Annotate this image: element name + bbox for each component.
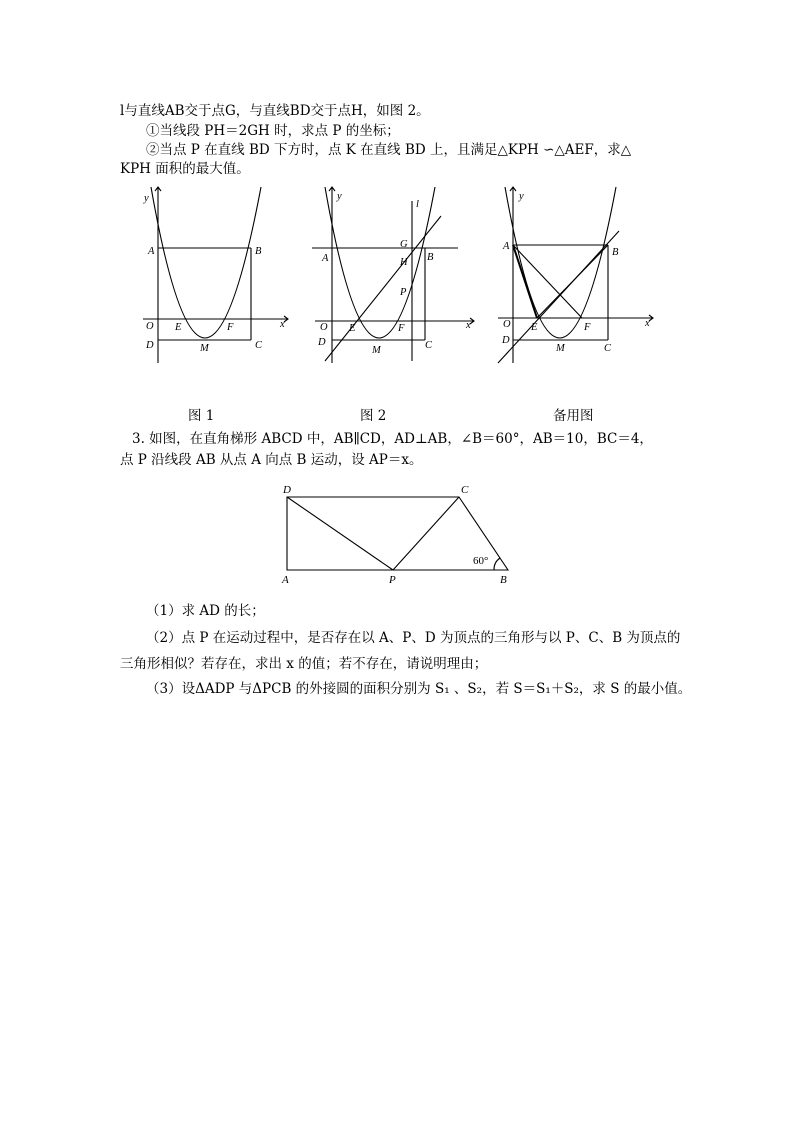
question-1: （1）求 AD 的长； [146,603,265,619]
caption-backup: 备用图 [553,408,594,424]
label-G: G [400,239,408,250]
label-P: P [389,574,396,586]
line-BD [325,216,441,361]
label-D: D [318,337,326,348]
label-F: F [584,322,591,333]
angle-arc-B [494,558,500,570]
label-y: y [144,193,149,204]
label-y: y [337,191,342,202]
problem3-line-1: 3. 如图，在直角梯形 ABCD 中，AB∥CD，AD⊥AB，∠B＝60°，AB＝10，BC＝4， [132,431,653,447]
label-C: C [461,484,469,496]
label-O: O [503,319,511,330]
angle-label-60: 60° [473,555,489,567]
label-B: B [427,252,434,263]
label-B: B [612,247,619,258]
parabola [505,187,616,338]
label-H: H [400,257,408,268]
question-3: （3）设ΔADP 与ΔPCB 的外接圆的面积分别为 S₁ 、S₂，若 S＝S₁＋S₂，求 S 的最小值。 [146,681,692,697]
problem-line-2: ①当线段 PH＝2GH 时，求点 P 的坐标； [146,123,400,139]
question-2-line-1: （2）点 P 在运动过程中，是否存在以 A、P、D 为顶点的三角形与以 P、C、B 为顶点的 [146,630,681,646]
label-M: M [372,345,381,356]
label-y: y [519,191,524,202]
label-E: E [349,323,356,334]
label-A: A [282,574,289,586]
problem3-line-2: 点 P 沿线段 AB 从点 A 向点 B 运动，设 AP＝x。 [120,452,423,468]
figure-1 [140,185,290,365]
label-P: P [400,287,407,298]
label-l: l [416,199,419,210]
label-D: D [146,340,154,351]
label-x: x [466,320,471,331]
label-B: B [500,574,507,586]
label-C: C [255,340,263,351]
problem-line-3: ②当点 P 在直线 BD 下方时，点 K 在直线 BD 上，且满足△KPH ∽△AEF，求△ [146,142,632,158]
label-F: F [227,322,234,333]
caption-figure-1: 图 1 [188,408,215,424]
label-x: x [280,319,285,330]
segment-AE [513,245,537,318]
label-D: D [283,484,291,496]
label-O: O [146,321,154,332]
segment-CP [393,497,459,570]
label-M: M [556,343,565,354]
problem-line-4: KPH 面积的最大值。 [120,161,250,177]
label-O: O [320,322,328,333]
label-A: A [322,253,329,264]
label-C: C [604,343,612,354]
label-M: M [200,343,209,354]
figure-2 [312,185,477,365]
parabola [151,187,261,338]
label-C: C [425,340,433,351]
label-D: D [502,335,510,346]
label-E: E [531,322,538,333]
label-A: A [503,241,510,252]
caption-figure-2: 图 2 [360,408,387,424]
label-x: x [645,318,650,329]
label-B: B [255,246,262,257]
segment-DP [287,497,393,570]
question-2-line-2: 三角形相似？若存在，求出 x 的值；若不存在，请说明理由； [120,656,488,672]
label-E: E [175,322,182,333]
label-A: A [148,246,155,257]
problem-line-1: l与直线AB交于点G，与直线BD交于点H，如图 2。 [120,103,430,119]
trapezoid-figure [278,482,518,592]
figure-backup [495,185,655,365]
label-F: F [398,323,405,334]
